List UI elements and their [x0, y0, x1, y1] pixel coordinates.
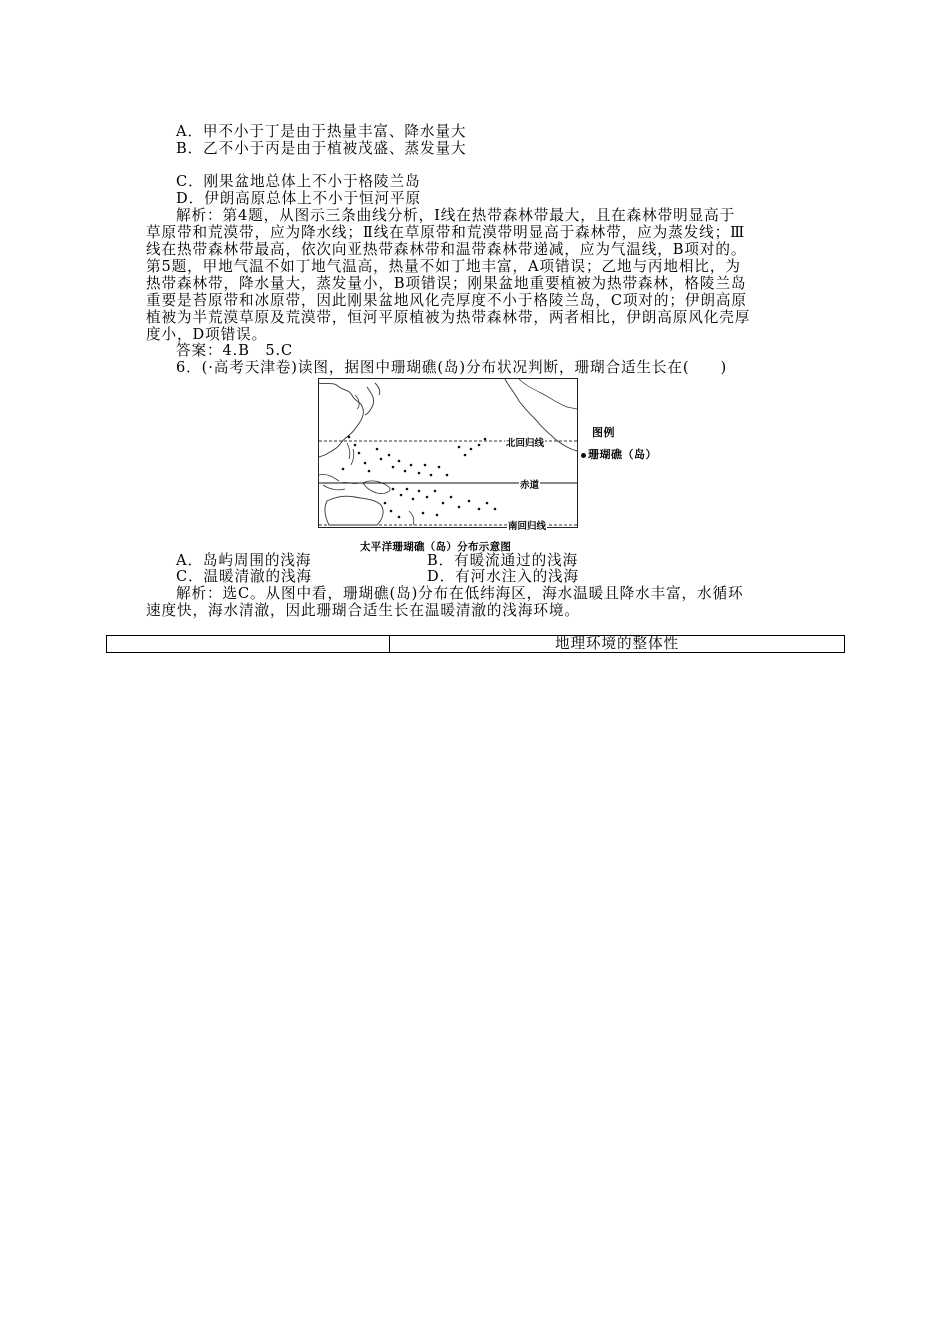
- footer-cell-right: 地理环境的整体性: [390, 636, 845, 653]
- philippines: [347, 443, 354, 465]
- analysis-line: 解析：第4题，从图示三条曲线分析，Ⅰ线在热带森林带最大，且在森林带明显高于: [176, 207, 736, 224]
- footer-table: [106, 635, 845, 653]
- coral-reef-dot-icon: [581, 453, 586, 458]
- analysis-6-line: 解析：选C。从图中看，珊瑚礁(岛)分布在低纬海区，海水温暖且降水丰富，水循环: [176, 585, 744, 602]
- australia-coastline: [325, 496, 383, 525]
- option-q6-b: B．有暖流通过的浅海: [427, 552, 579, 569]
- japan-islands: [365, 383, 380, 415]
- analysis-line: 草原带和荒漠带，应为降水线；Ⅱ线在草原带和荒漠带明显高于森林带，应为蒸发线；Ⅲ: [146, 224, 746, 241]
- coral-reef-dots: [342, 436, 497, 519]
- tropic-of-capricorn-label: 南回归线: [507, 518, 547, 532]
- option-q4-a: A．甲不小于丁是由于热量丰富、降水量大: [176, 123, 467, 140]
- analysis-line: 度小，D项错误。: [146, 326, 268, 343]
- answer-45: 答案：4.B 5.C: [176, 342, 294, 359]
- equator-label: 赤道: [519, 477, 540, 491]
- new-zealand: [409, 511, 414, 525]
- analysis-line: 重要是苔原带和冰原带，因此刚果盆地风化壳厚度不小于格陵兰岛，C项对的；伊朗高原: [146, 292, 747, 309]
- legend-item-label: 珊瑚礁（岛）: [588, 448, 657, 461]
- map-drawing: [319, 379, 577, 527]
- option-q5-d: D．伊朗高原总体上不小于恒河平原: [176, 190, 422, 207]
- footer-cell-left: [107, 636, 390, 653]
- legend-title: 图例: [592, 426, 615, 439]
- question-6: 6．(·高考天津卷)读图，据图中珊瑚礁(岛)分布状况判断，珊瑚合适生长在( ): [176, 359, 728, 376]
- map-caption: 太平洋珊瑚礁（岛）分布示意图: [360, 541, 512, 553]
- analysis-line: 第5题，甲地气温不如丁地气温高，热量不如丁地丰富，A项错误；乙地与丙地相比，为: [146, 258, 741, 275]
- analysis-line: 线在热带森林带最高，依次向亚热带森林带和温带森林带递减，应为气温线，B项对的。: [146, 241, 747, 258]
- north-america-detail: [519, 379, 577, 409]
- indonesia-islands: [319, 474, 359, 489]
- legend-item: [581, 446, 657, 462]
- analysis-line: 热带森林带，降水量大，蒸发量小，B项错误；刚果盆地重要植被为热带森林，格陵兰岛: [146, 275, 747, 292]
- option-q5-c: C．刚果盆地总体上不小于格陵兰岛: [176, 173, 421, 190]
- pacific-coral-reef-map: [318, 378, 578, 532]
- option-q6-a: A．岛屿周围的浅海: [176, 552, 312, 569]
- option-q6-d: D．有河水注入的浅海: [427, 568, 580, 585]
- analysis-6-line: 速度快，海水清澈，因此珊瑚合适生长在温暖清澈的浅海环境。: [146, 602, 580, 619]
- analysis-line: 植被为半荒漠草原及荒漠带，恒河平原植被为热带森林带，两者相比，伊朗高原风化壳厚: [146, 309, 751, 326]
- asia-coastline: [319, 383, 363, 457]
- tropic-of-cancer-label: 北回归线: [505, 435, 545, 449]
- option-q4-b: B．乙不小于丙是由于植被茂盛、蒸发量大: [176, 140, 467, 157]
- option-q6-c: C．温暖清澈的浅海: [176, 568, 313, 585]
